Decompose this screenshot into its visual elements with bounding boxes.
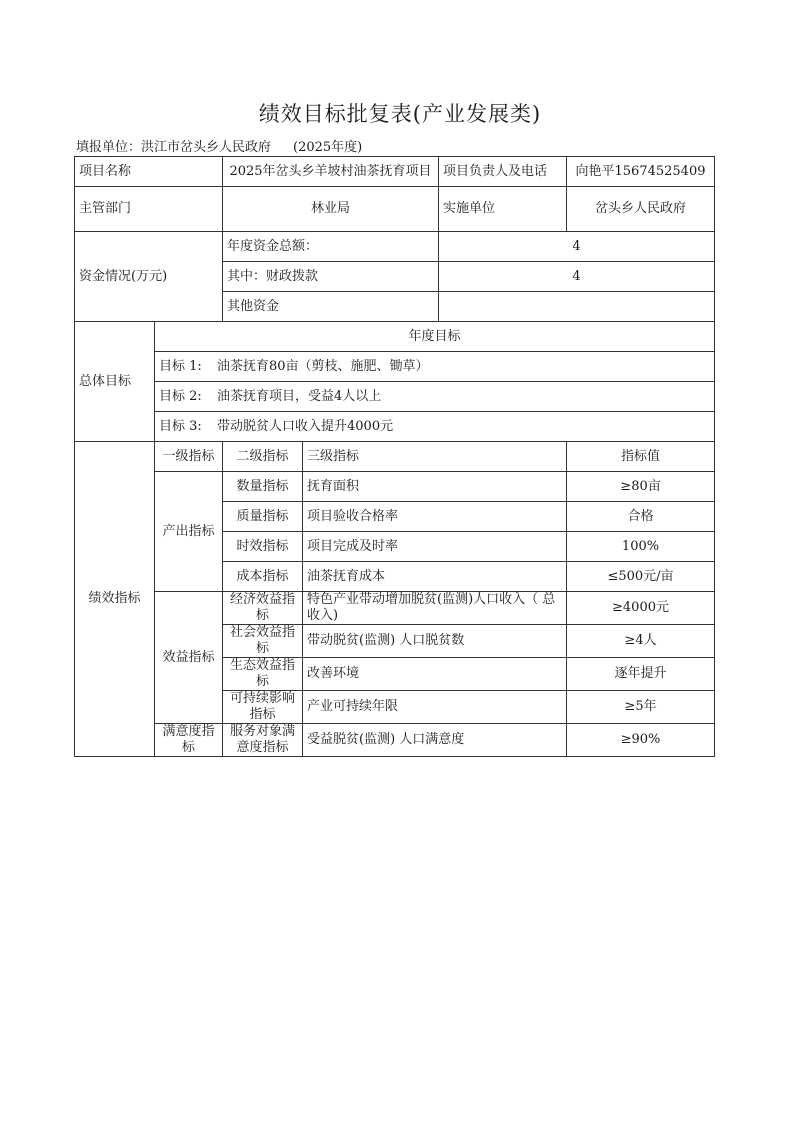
indicator-row <box>75 724 715 757</box>
indicator-level2: 服务对象满意度指标 <box>223 724 303 757</box>
indicator-value: 合格 <box>567 502 715 532</box>
impl-unit-value: 岔头乡人民政府 <box>567 187 715 232</box>
indicator-level2: 时效指标 <box>223 532 303 562</box>
impl-unit-label: 实施单位 <box>439 187 567 232</box>
goal-number: 目标 1: <box>159 358 202 374</box>
project-name-label: 项目名称 <box>75 157 223 187</box>
indicator-level3: 油茶抚育成本 <box>303 562 567 592</box>
page-title: 绩效目标批复表(产业发展类) <box>258 102 542 126</box>
indicator-level2: 数量指标 <box>223 472 303 502</box>
satisfaction-indicators-label: 满意度指标 <box>155 724 223 757</box>
perf-indicators-label: 绩效指标 <box>75 442 155 757</box>
indicator-level2: 生态效益指标 <box>223 658 303 691</box>
project-name-value: 2025年岔头乡羊坡村油茶抚育项目 <box>223 157 439 187</box>
indicator-level2: 质量指标 <box>223 502 303 532</box>
indicator-value: ≥5年 <box>567 691 715 724</box>
row-perf-header <box>75 442 715 472</box>
overall-goals-label: 总体目标 <box>75 322 155 442</box>
fill-unit: 填报单位：洪江市岔头乡人民政府 <box>76 140 272 155</box>
funds-other-label: 其他资金 <box>223 292 439 322</box>
funds-total-value: 4 <box>439 232 715 262</box>
indicator-level3: 改善环境 <box>303 658 567 691</box>
indicator-level3: 带动脱贫(监测) 人口脱贫数 <box>303 625 567 658</box>
indicator-value: ≥4000元 <box>567 592 715 625</box>
funds-fiscal-value: 4 <box>439 262 715 292</box>
indicator-value: ≥90% <box>567 724 715 757</box>
goal-row <box>75 352 715 382</box>
performance-target-table <box>74 156 715 757</box>
goal-number: 目标 2: <box>159 388 202 404</box>
header-value: 指标值 <box>567 442 715 472</box>
goal-row <box>75 382 715 412</box>
funds-label: 资金情况(万元) <box>75 232 223 322</box>
row-funds-total <box>75 232 715 262</box>
indicator-level3: 受益脱贫(监测) 人口满意度 <box>303 724 567 757</box>
indicator-value: ≥80亩 <box>567 472 715 502</box>
dept-value: 林业局 <box>223 187 439 232</box>
funds-other-value <box>439 292 715 322</box>
annual-goals-header: 年度目标 <box>155 322 715 352</box>
goal-text: 油茶抚育项目，受益4人以上 <box>217 388 382 404</box>
indicator-level2: 经济效益指标 <box>223 592 303 625</box>
goal-text: 油茶抚育80亩（剪枝、施肥、锄草） <box>217 358 429 374</box>
indicator-value: ≤500元/亩 <box>567 562 715 592</box>
header-level1: 一级指标 <box>155 442 223 472</box>
indicator-level2: 社会效益指标 <box>223 625 303 658</box>
indicator-level3: 特色产业带动增加脱贫(监测)人口收入（ 总收入) <box>303 592 567 625</box>
indicator-value: 逐年提升 <box>567 658 715 691</box>
project-contact-label: 项目负责人及电话 <box>439 157 567 187</box>
fill-unit-line <box>76 136 362 155</box>
project-contact-value: 向艳平15674525409 <box>567 157 715 187</box>
indicator-value: 100% <box>567 532 715 562</box>
row-department <box>75 187 715 232</box>
output-indicators-label: 产出指标 <box>155 472 223 592</box>
goal-number: 目标 3: <box>159 418 202 434</box>
indicator-level3: 项目完成及时率 <box>303 532 567 562</box>
dept-label: 主管部门 <box>75 187 223 232</box>
fiscal-year: (2025年度) <box>293 140 363 155</box>
indicator-level3: 产业可持续年限 <box>303 691 567 724</box>
funds-fiscal-label: 其中：财政拨款 <box>223 262 439 292</box>
goal-text: 带动脱贫人口收入提升4000元 <box>217 418 394 434</box>
benefit-indicators-label: 效益指标 <box>155 592 223 724</box>
indicator-value: ≥4人 <box>567 625 715 658</box>
indicator-level3: 项目验收合格率 <box>303 502 567 532</box>
indicator-level2: 成本指标 <box>223 562 303 592</box>
goal-row <box>75 412 715 442</box>
row-project-name <box>75 157 715 187</box>
funds-total-label: 年度资金总额： <box>223 232 439 262</box>
indicator-level3: 抚育面积 <box>303 472 567 502</box>
header-level3: 三级指标 <box>303 442 567 472</box>
indicator-level2: 可持续影响指标 <box>223 691 303 724</box>
indicator-row <box>75 592 715 625</box>
header-level2: 二级指标 <box>223 442 303 472</box>
indicator-row <box>75 472 715 502</box>
row-goals-header <box>75 322 715 352</box>
